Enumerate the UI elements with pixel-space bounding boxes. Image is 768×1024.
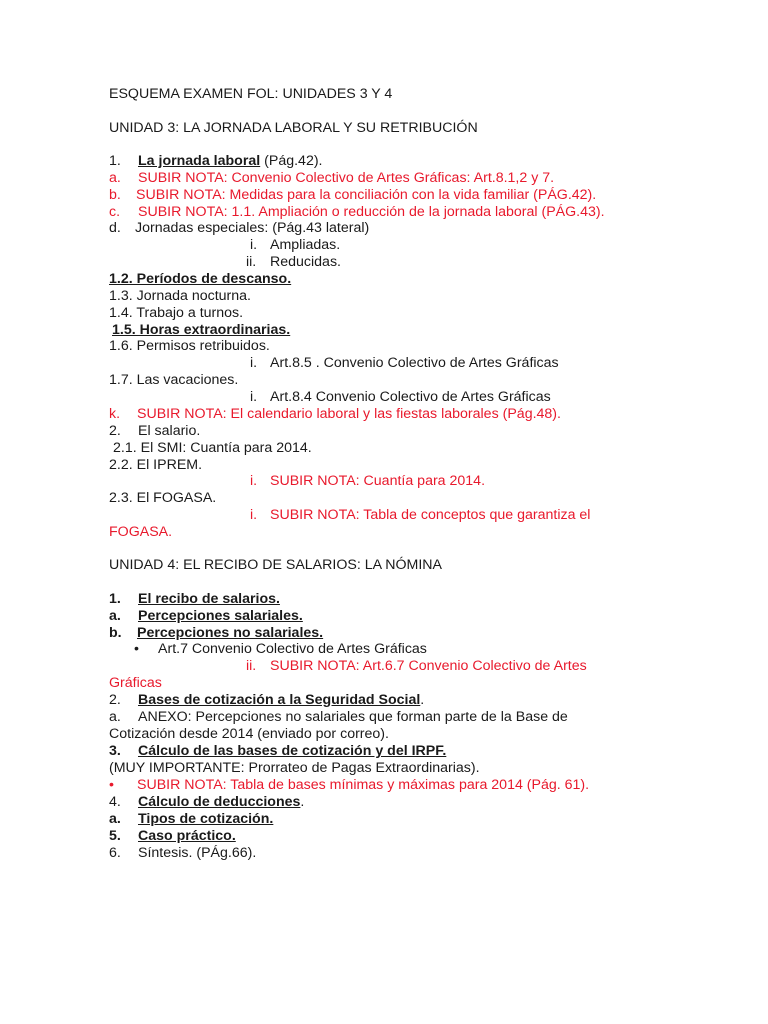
unit3-item-2 (109, 423, 200, 440)
item-text: Ampliadas. (270, 237, 341, 253)
bullet-marker: • (134, 641, 139, 657)
section-2-1: 2.1. El SMI: Cuantía para 2014. (113, 440, 312, 456)
item-text: Jornadas especiales: (Pág.43 lateral) (135, 220, 370, 236)
unit3-item-b (109, 187, 596, 204)
section-1-6: 1.6. Permisos retribuidos. (109, 338, 270, 354)
unit4-item-1 (109, 591, 280, 608)
section-2-3: 2.3. El FOGASA. (109, 490, 217, 506)
item-text: SUBIR NOTA: Convenio Colectivo de Artes Gráficas: Art.8.1,2 y 7. (138, 170, 555, 186)
unit4-red-bullet (109, 777, 589, 794)
item-text: SUBIR NOTA: Tabla de conceptos que garantiza el (270, 507, 591, 523)
item-text: ANEXO: Percepciones no salariales que forman parte de la Base de (138, 709, 568, 725)
unit4-note: (MUY IMPORTANTE: Prorrateo de Pagas Extraordinarias). (109, 760, 480, 776)
list-marker: k. (109, 406, 121, 422)
item-text: Bases de cotización a la Seguridad Social (138, 692, 421, 708)
list-marker: i. (250, 389, 258, 405)
list-marker: a. (109, 170, 121, 186)
unit4-item-6 (109, 845, 256, 862)
list-marker: a. (109, 608, 121, 624)
item-text: SUBIR NOTA: Art.6.7 Convenio Colectivo de Artes (270, 658, 587, 674)
unit4-item-2 (109, 692, 424, 709)
unit4-item-5 (109, 828, 236, 845)
item-text: SUBIR NOTA: Tabla de bases mínimas y máximas para 2014 (Pág. 61). (137, 777, 590, 793)
list-marker: b. (109, 625, 122, 641)
list-marker: ii. (246, 658, 257, 674)
section-2-3-sub-i-continued: FOGASA. (109, 524, 173, 540)
item-text: Percepciones no salariales. (137, 625, 324, 641)
item-text: El salario. (138, 423, 201, 439)
item-title: La jornada laboral (138, 153, 261, 169)
item-text: Art.8.5 . Convenio Colectivo de Artes Gráficas (270, 355, 559, 371)
list-marker: 5. (109, 828, 121, 844)
unit4-item-3 (109, 743, 446, 760)
item-ref: (Pág.42). (260, 153, 323, 169)
list-marker: b. (109, 187, 121, 203)
section-1-7-sub-i (250, 389, 551, 406)
list-marker: 1. (109, 153, 121, 169)
bullet-marker: • (109, 777, 114, 793)
list-marker: 1. (109, 591, 121, 607)
unit4-sub-ii-continued: Gráficas (109, 675, 162, 691)
unit3-d-sub-i (250, 237, 340, 254)
section-1-2: 1.2. Períodos de descanso. (109, 271, 292, 287)
unit3-item-a (109, 170, 554, 187)
unit4-bullet-item (134, 641, 427, 658)
section-1-3: 1.3. Jornada nocturna. (109, 288, 251, 304)
list-marker: 2. (109, 423, 121, 439)
item-text: Reducidas. (270, 254, 341, 270)
item-text: SUBIR NOTA: Cuantía para 2014. (270, 473, 486, 489)
item-text: SUBIR NOTA: 1.1. Ampliación o reducción de la jornada laboral (PÁG.43). (138, 204, 605, 220)
item-text: El recibo de salarios. (138, 591, 280, 607)
unit4-item-a4 (109, 811, 273, 828)
unit3-item-c (109, 204, 605, 221)
list-marker: 4. (109, 794, 121, 810)
item-text: Art.8.4 Convenio Colectivo de Artes Gráficas (270, 389, 551, 405)
list-marker: d. (109, 220, 121, 236)
item-end: . (420, 692, 425, 708)
unit4-item-b (109, 625, 323, 642)
section-1-6-sub-i (250, 355, 559, 372)
unit3-item-1 (109, 153, 323, 170)
item-text: SUBIR NOTA: Medidas para la conciliación con la vida familiar (PÁG.42). (136, 187, 597, 203)
item-text: Caso práctico. (138, 828, 236, 844)
item-text: Cálculo de las bases de cotización y del IRPF. (138, 743, 447, 759)
list-marker: c. (109, 204, 121, 220)
unit3-item-k (109, 406, 561, 423)
section-2-2-sub-i (250, 473, 485, 490)
list-marker: i. (250, 237, 258, 253)
list-marker: i. (250, 473, 258, 489)
section-1-7: 1.7. Las vacaciones. (109, 372, 239, 388)
item-text: Percepciones salariales. (138, 608, 303, 624)
list-marker: 6. (109, 845, 121, 861)
section-2-3-sub-i (250, 507, 590, 524)
item-end: . (300, 794, 305, 810)
unit4-sub-ii (246, 658, 587, 675)
section-2-2: 2.2. El IPREM. (109, 457, 203, 473)
unit4-heading: UNIDAD 4: EL RECIBO DE SALARIOS: LA NÓMINA (109, 557, 442, 573)
document-title: ESQUEMA EXAMEN FOL: UNIDADES 3 Y 4 (109, 86, 393, 102)
unit3-heading: UNIDAD 3: LA JORNADA LABORAL Y SU RETRIBUCIÓN (109, 120, 478, 136)
item-text: Art.7 Convenio Colectivo de Artes Gráficas (158, 641, 427, 657)
list-marker: a. (109, 811, 121, 827)
item-text: Cálculo de deducciones (138, 794, 301, 810)
item-text: Síntesis. (PÁg.66). (138, 845, 257, 861)
unit3-d-sub-ii (246, 254, 341, 271)
item-text: SUBIR NOTA: El calendario laboral y las fiestas laborales (Pág.48). (137, 406, 561, 422)
unit4-item-a2 (109, 709, 568, 726)
list-marker: i. (250, 507, 258, 523)
unit3-item-d (109, 220, 369, 237)
unit4-item-4 (109, 794, 304, 811)
section-1-5: 1.5. Horas extraordinarias. (112, 322, 291, 338)
unit4-item-a (109, 608, 303, 625)
unit4-item-a2-continued: Cotización desde 2014 (enviado por correo). (109, 726, 389, 742)
list-marker: 2. (109, 692, 121, 708)
list-marker: 3. (109, 743, 121, 759)
section-1-4: 1.4. Trabajo a turnos. (109, 305, 244, 321)
list-marker: a. (109, 709, 121, 725)
list-marker: ii. (246, 254, 257, 270)
item-text: Tipos de cotización. (138, 811, 274, 827)
list-marker: i. (250, 355, 258, 371)
